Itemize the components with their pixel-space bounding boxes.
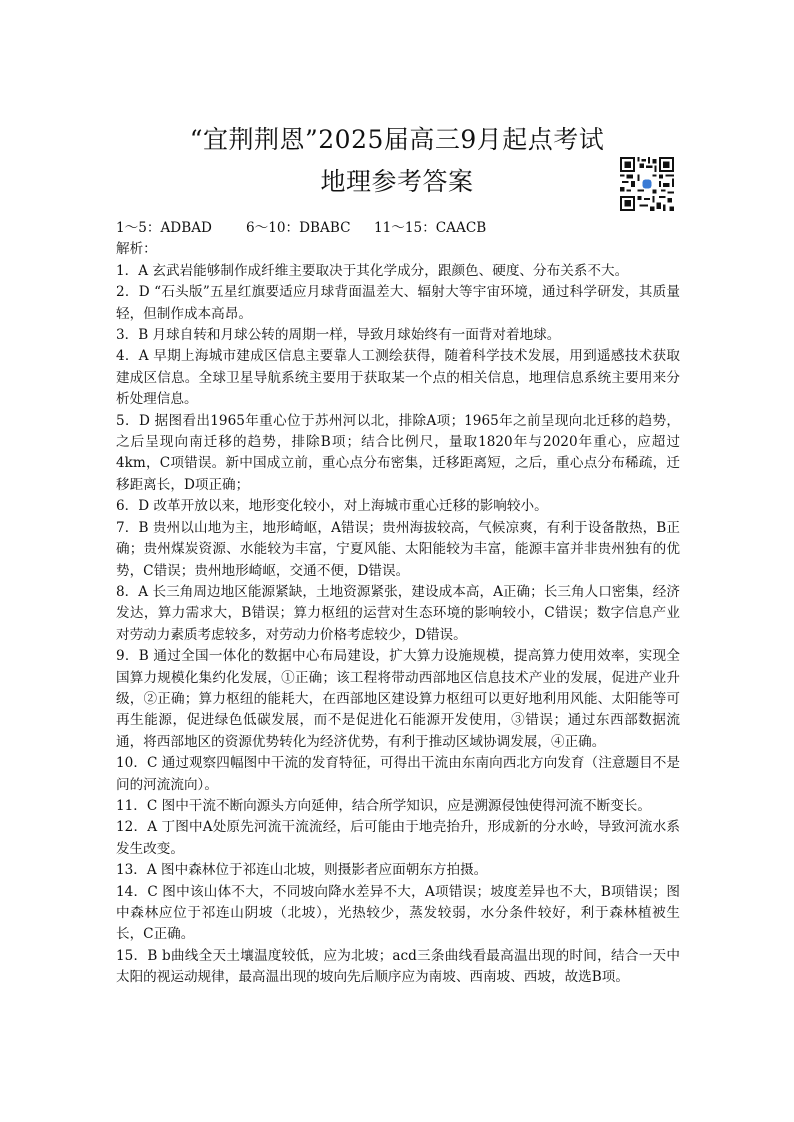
analysis-item-2: 2．D “石头版”五星红旗要适应月球背面温差大、辐射大等宇宙环境，通过科学研发，其质量轻，但制作成本高昂。: [116, 284, 680, 322]
analysis-item-11: 11．C 图中干流不断向源头方向延伸，结合所学知识，应是溯源侵蚀使得河流不断变长。: [116, 797, 651, 814]
analysis-item-8: 8．A 长三角周边地区能源紧缺，土地资源紧张，建设成本高，A正确；长三角人口密集，经济发达，算力需求大，B错误；算力枢纽的运营对生态环境的影响较小，C错误；数字信息产业对劳动力素质考虑较多，对劳动力价格考虑较少，D错误。: [116, 583, 680, 643]
analysis-item-9: 9．B 通过全国一体化的数据中心布局建设，扩大算力设施规模，提高算力使用效率，实现全国算力规模化集约化发展，①正确；该工程将带动西部地区信息技术产业的发展，促进产业升级，②正确；算力枢纽的能耗大，在西部地区建设算力枢纽可以更好地利用风能、太阳能等可再生能源，促进绿色低碳发展，而不是促进化石能源开发使用，③错误；通过东西部数据流通，将西部地区的资源优势转化为经济优势，有利于推动区域协调发展，④正确。: [116, 648, 680, 750]
analysis-item-10: 10．C 通过观察四幅图中干流的发育特征，可得出干流由东南向西北方向发育（注意题目不是问的河流流向）。: [116, 755, 680, 793]
analysis-item-5: 5．D 据图看出1965年重心位于苏州河以北，排除A项；1965年之前呈现向北迁移的趋势，之后呈现向南迁移的趋势，排除B项；结合比例尺，量取1820年与2020年重心，应超过4km，C项错误。新中国成立前，重心点分布密集，迁移距离短，之后，重心点分布稀疏，迁移距离长，D项正确；: [116, 412, 680, 493]
analysis-item-7: 7．B 贵州以山地为主，地形崎岖，A错误；贵州海拔较高，气候凉爽，有利于设备散热，B正确；贵州煤炭资源、水能较为丰富，宁夏风能、太阳能较为丰富，能源丰富并非贵州独有的优势，C错误；贵州地形崎岖，交通不便，D错误。: [116, 519, 680, 579]
analysis-item-6: 6．D 改革开放以来，地形变化较小，对上海城市重心迁移的影响较小。: [116, 498, 548, 515]
qr-code-icon: [620, 157, 674, 211]
analysis-item-4: 4．A 早期上海城市建成区信息主要靠人工测绘获得，随着科学技术发展，用到遥感技术获取建成区信息。全球卫星导航系统主要用于获取某一个点的相关信息，地理信息系统主要用来分析处理信息。: [116, 348, 680, 408]
answer-group-2: 6～10：DBABC: [246, 220, 351, 236]
answer-group-3: 11～15：CAACB: [374, 220, 487, 236]
analysis-item-14: 14．C 图中该山体不大，不同坡向降水差异不大，A项错误；坡度差异也不大，B项错误；图中森林应位于祁连山阴坡（北坡），光热较少，蒸发较弱，水分条件较好，利于森林植被生长，C正确。: [116, 883, 680, 943]
analysis-item-3: 3．B 月球自转和月球公转的周期一样，导致月球始终有一面背对着地球。: [116, 327, 561, 344]
answer-group-1: 1～5：ADBAD: [116, 220, 212, 236]
page-title: “宜荆荆恩”2025届高三9月起点考试: [189, 125, 605, 154]
analysis-item-12: 12．A 丁图中A处原先河流干流流经，后可能由于地壳抬升，形成新的分水岭，导致河流水系发生改变。: [116, 819, 680, 857]
analysis-item-13: 13．A 图中森林位于祁连山北坡，则摄影者应面朝东方拍摄。: [116, 862, 488, 879]
analysis-item-15: 15．B b曲线全天土壤温度较低，应为北坡；acd三条曲线看最高温出现的时间，结合一天中太阳的视运动规律，最高温出现的坡向先后顺序应为南坡、西南坡、西坡，故选B项。: [116, 947, 680, 986]
answer-content: [116, 218, 680, 989]
answer-key-row: [116, 218, 680, 239]
analysis-label: 解析：: [116, 241, 157, 258]
page-subtitle: 地理参考答案: [320, 167, 474, 196]
analysis-item-1: 1．A 玄武岩能够制作成纤维主要取决于其化学成分，跟颜色、硬度、分布关系不大。: [116, 262, 629, 279]
